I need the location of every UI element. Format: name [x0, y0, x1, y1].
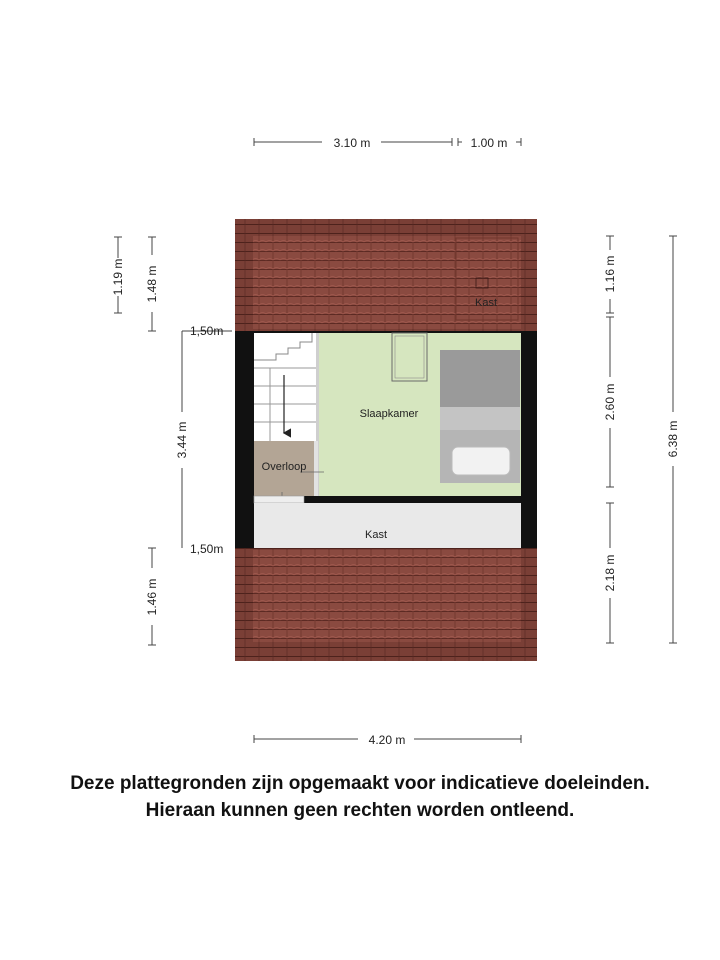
bed: [440, 350, 520, 483]
roof-bottom: [235, 548, 537, 661]
dimension-right: [603, 236, 680, 643]
dimension-right-3: 2.18 m: [603, 554, 617, 592]
closet-top-label: Kast: [474, 297, 498, 309]
dimension-bottom: [254, 733, 521, 747]
staircase: [254, 333, 316, 441]
dimension-top: [254, 136, 521, 150]
height-label-top: 1,50m: [190, 324, 224, 338]
dimension-left-1: 1.19 m: [111, 258, 125, 296]
closet-top: [456, 238, 518, 320]
bedroom-label: Slaapkamer: [359, 408, 419, 420]
dimension-top-width-1: 3.10 m: [333, 136, 371, 150]
dimension-left-4: 1.46 m: [145, 578, 159, 616]
height-label-bottom: 1,50m: [190, 542, 224, 556]
dimension-bottom-width: 4.20 m: [368, 733, 406, 747]
dimension-left-3: 3.44 m: [175, 421, 189, 459]
dimension-right-2: 2.60 m: [603, 383, 617, 421]
dimension-right-total: 6.38 m: [666, 420, 680, 458]
dimension-top-width-2: 1.00 m: [470, 136, 508, 150]
dimension-left-2: 1.48 m: [145, 265, 159, 303]
closet-front: [254, 503, 521, 548]
dimension-left: [111, 237, 232, 645]
disclaimer-line-1: Deze plattegronden zijn opgemaakt voor indicatieve doeleinden.: [70, 773, 650, 794]
dimension-right-1: 1.16 m: [603, 255, 617, 293]
closet-front-label: Kast: [364, 529, 388, 541]
landing-label: Overloop: [261, 461, 307, 473]
disclaimer-line-2: Hieraan kunnen geen rechten worden ontleend.: [145, 800, 575, 821]
